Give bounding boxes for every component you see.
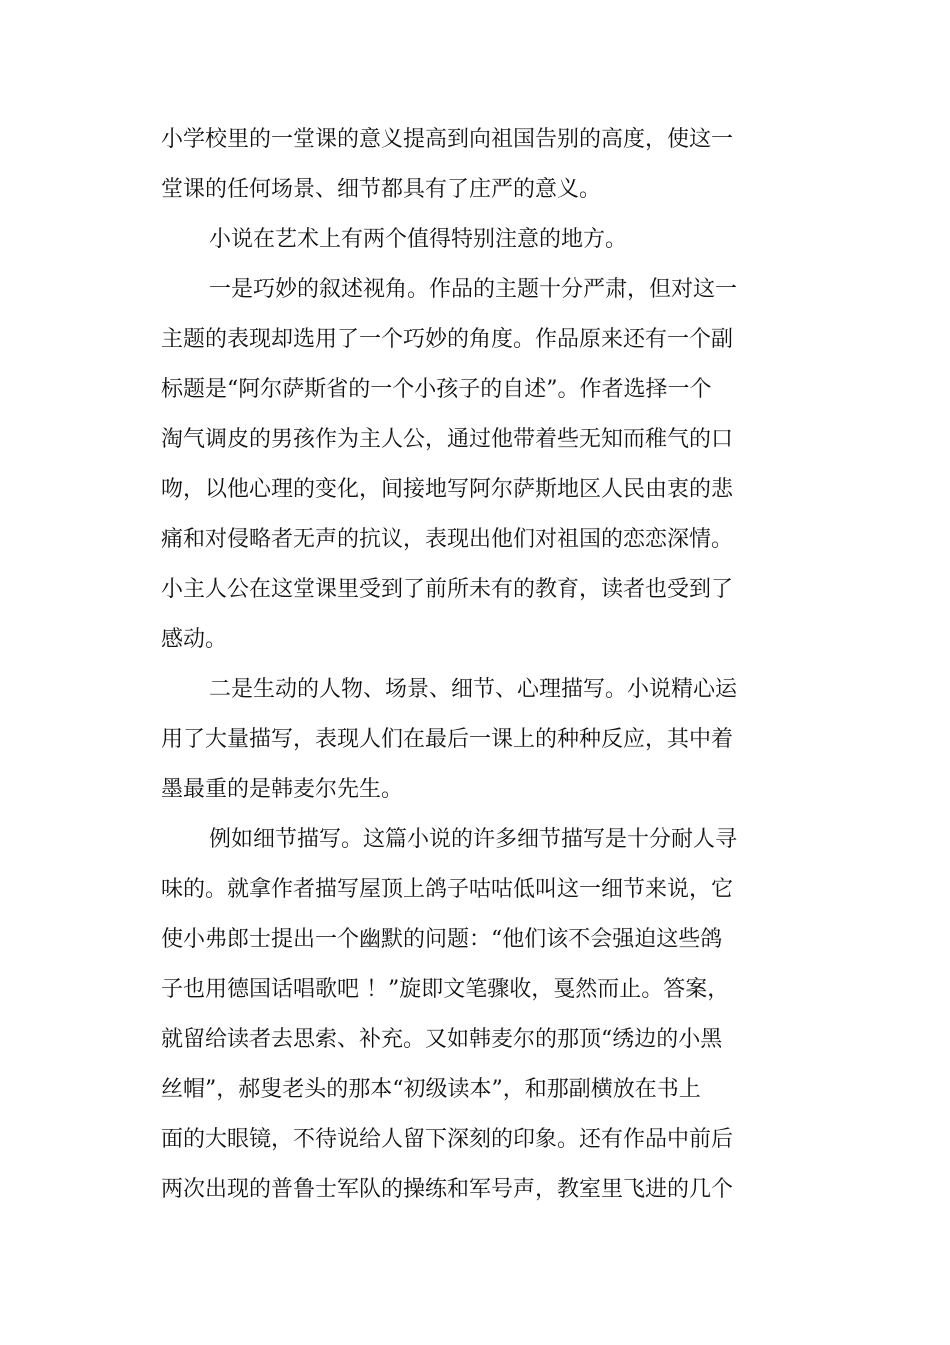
text-line: 味的。就拿作者描写屋顶上鸽子咕咕低叫这一细节来说，它 [161, 877, 734, 902]
text-line: 面的大眼镜，不待说给人留下深刻的印象。还有作品中前后 [161, 1127, 734, 1152]
text-line: 使小弗郎士提出一个幽默的问题：“他们该不会强迫这些鸽 [161, 927, 723, 952]
text-line: 子也用德国话唱歌吧 ！”旋即文笔骤收，戛然而止。答案， [161, 977, 730, 1002]
text-line: 丝帽”，郝叟老头的那本“初级读本”，和那副横放在书上 [161, 1077, 701, 1102]
text-line: 淘气调皮的男孩作为主人公，通过他带着些无知而稚气的口 [161, 427, 734, 452]
paragraph-start-line: 二是生动的人物、场景、细节、心理描写。小说精心运 [209, 677, 738, 702]
text-line: 小学校里的一堂课的意义提高到向祖国告别的高度，使这一 [161, 127, 734, 152]
text-line: 两次出现的普鲁士军队的操练和军号声，教室里飞进的几个 [161, 1177, 734, 1202]
text-line: 墨最重的是韩麦尔先生。 [161, 777, 404, 802]
text-line: 主题的表现却选用了一个巧妙的角度。作品原来还有一个副 [161, 327, 734, 352]
text-line: 用了大量描写，表现人们在最后一课上的种种反应，其中着 [161, 727, 734, 752]
text-line: 堂课的任何场景、细节都具有了庄严的意义。 [161, 177, 602, 202]
paragraph-start-line: 一是巧妙的叙述视角。作品的主题十分严肃，但对这一 [209, 277, 738, 302]
text-line: 标题是“阿尔萨斯省的一个小孩子的自述”。作者选择一个 [161, 377, 712, 402]
text-line: 感动。 [161, 627, 228, 652]
text-line: 吻，以他心理的变化，间接地写阿尔萨斯地区人民由衷的悲 [161, 477, 734, 502]
text-line: 痛和对侵略者无声的抗议，表现出他们对祖国的恋恋深情。 [161, 527, 734, 552]
text-line: 小主人公在这堂课里受到了前所未有的教育，读者也受到了 [161, 577, 734, 602]
paragraph-start-line: 小说在艺术上有两个值得特别注意的地方。 [209, 227, 628, 252]
body-text [161, 115, 741, 1215]
text-line: 就留给读者去思索、补充。又如韩麦尔的那顶“绣边的小黑 [161, 1027, 723, 1052]
paragraph-start-line: 例如细节描写。这篇小说的许多细节描写是十分耐人寻 [209, 827, 738, 852]
